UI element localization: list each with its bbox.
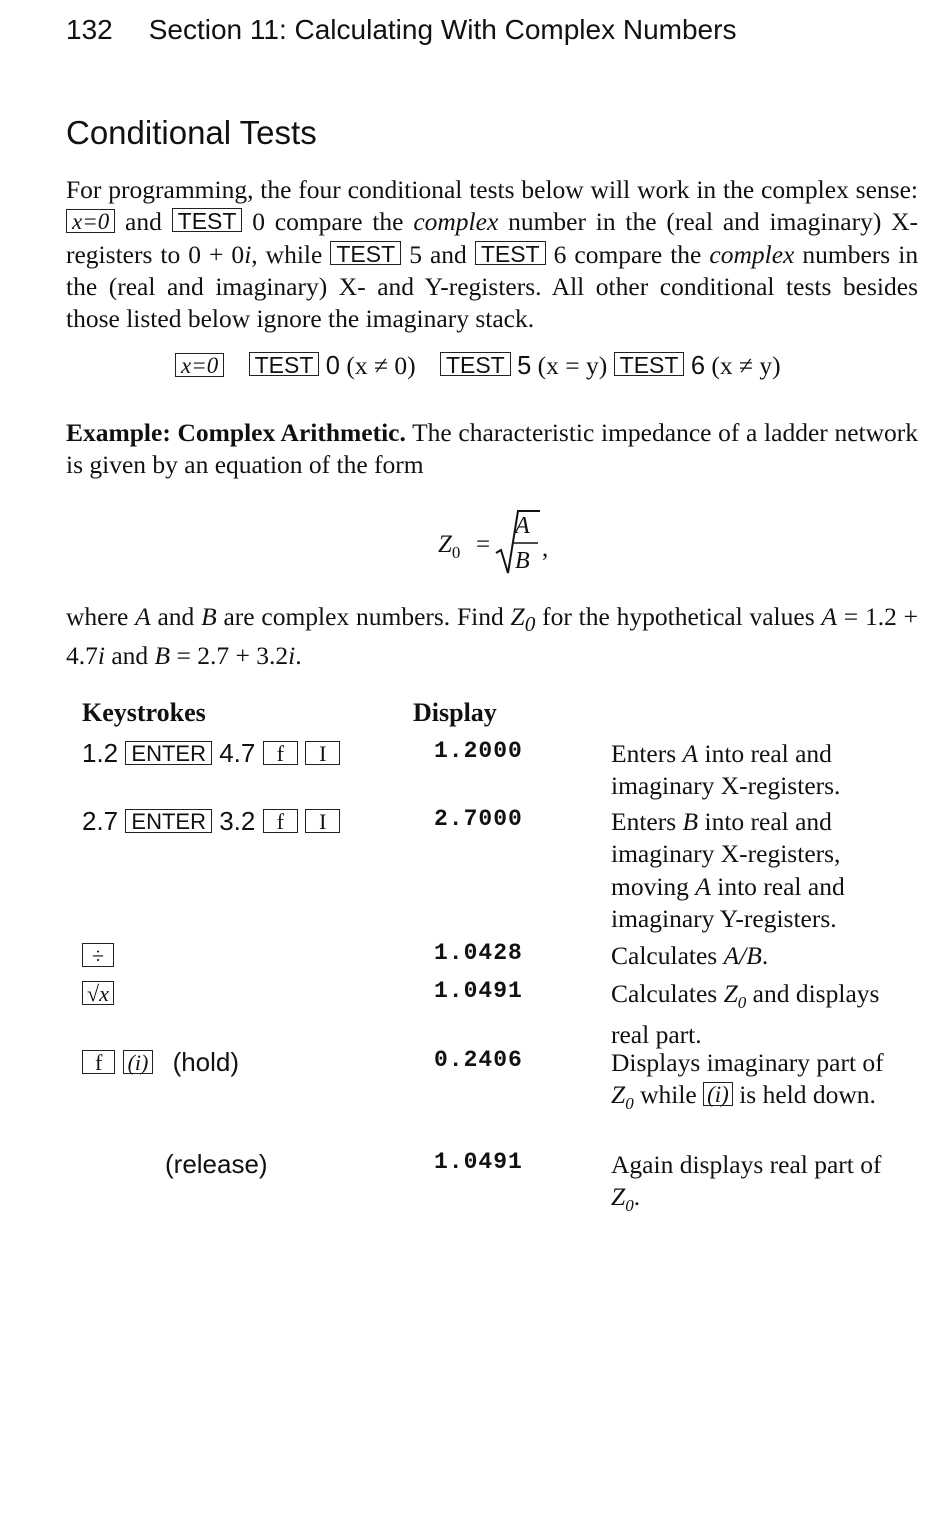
text: Again displays real part of: [611, 1150, 882, 1179]
variable: B: [682, 807, 699, 836]
number-entry: 2.7: [82, 806, 119, 836]
z-symbol: Z: [723, 979, 738, 1008]
subscript: 0: [524, 612, 536, 637]
imaginary-unit: i: [97, 641, 105, 671]
f-key: f: [263, 809, 298, 833]
example-paragraph: [66, 417, 918, 482]
text: = 1.2 + 4.7: [66, 602, 919, 671]
text: into real and imaginary X-registers, moving: [611, 807, 841, 901]
text: numbers in the (real and imaginary) X- and Y-registers. All other conditional tests besides those listed below ignore the imaginary stack.: [66, 239, 919, 334]
enter-key: ENTER: [125, 809, 212, 833]
display-header: Display: [413, 698, 497, 727]
running-header: [66, 14, 736, 46]
z-symbol: Z: [438, 531, 452, 558]
test-condition: (x ≠ 0): [346, 351, 416, 380]
display-value: 1.0491: [434, 1149, 523, 1175]
variable: B: [201, 602, 217, 631]
text: 6 compare the: [553, 239, 702, 269]
text: into real and imaginary X-registers.: [611, 739, 841, 801]
description: [611, 940, 911, 972]
subscript: 0: [625, 1094, 634, 1114]
test-key: TEST: [330, 241, 401, 265]
keystrokes: [82, 1047, 239, 1078]
i-key: (i): [123, 1050, 154, 1074]
key-label: x=0: [72, 209, 110, 235]
x-eq-0-key: [66, 209, 115, 233]
text: 0 compare the: [252, 207, 404, 237]
keystrokes: [82, 738, 340, 769]
text: and: [157, 602, 195, 631]
test-condition: (x ≠ y): [711, 351, 781, 380]
conditional-tests-list: [175, 351, 781, 381]
hold-note: (hold): [172, 1047, 240, 1077]
text: = 2.7 + 3.2: [176, 641, 289, 671]
variable: A: [821, 602, 837, 631]
text: .: [295, 641, 302, 671]
test-key: TEST: [440, 352, 511, 376]
text: For programming, the four conditional tests below will work in the complex sense:: [66, 175, 918, 204]
keystrokes: [82, 978, 114, 1009]
intro-paragraph: [66, 174, 918, 335]
text: Calculates: [611, 979, 718, 1008]
keystrokes: [165, 1149, 268, 1180]
text: Calculates: [611, 941, 718, 970]
text: .: [633, 1182, 641, 1212]
x-eq-0-key: [175, 353, 224, 377]
text: 5 and: [409, 239, 467, 269]
release-note: (release): [165, 1149, 268, 1179]
subscript: 0: [625, 1196, 634, 1216]
text: while: [640, 1080, 697, 1110]
display-value: 0.2406: [434, 1047, 523, 1073]
display-value: 1.0491: [434, 978, 523, 1004]
text: number in the (real and imaginary) X-registers to 0 + 0: [66, 207, 919, 269]
where-paragraph: [66, 601, 918, 673]
text: are complex numbers. Find: [223, 602, 504, 631]
test-key: TEST: [614, 352, 685, 376]
number-entry: 1.2: [82, 738, 119, 768]
text: , while: [251, 239, 323, 269]
emphasis: complex: [709, 239, 795, 269]
keystrokes: [82, 940, 114, 971]
text: Enters: [611, 807, 677, 836]
page-number: 132: [66, 14, 113, 45]
description: [611, 1149, 911, 1223]
display-value: 2.7000: [434, 806, 523, 832]
test-digit: 5: [517, 352, 532, 380]
text: into real and imaginary Y-registers.: [611, 871, 845, 933]
impedance-formula: [438, 507, 568, 587]
test-digit: 0: [325, 352, 340, 380]
divide-key: ÷: [82, 943, 114, 967]
test-key: TEST: [172, 208, 243, 232]
display-value: 1.2000: [434, 738, 523, 764]
variable: B: [154, 641, 171, 671]
test-digit: 6: [690, 352, 705, 380]
z-symbol: Z: [510, 602, 525, 631]
keystrokes: [82, 806, 340, 837]
f-key: f: [82, 1050, 115, 1074]
z-symbol: Z: [611, 1182, 626, 1212]
z-symbol: Z: [611, 1080, 626, 1110]
variable: [611, 1080, 634, 1114]
subscript: 0: [737, 993, 747, 1013]
example-title: Example: Complex Arithmetic.: [66, 418, 406, 447]
description: [611, 1047, 911, 1121]
test-condition: (x = y): [537, 351, 608, 380]
text: The characteristic impedance of a ladder network is given by an equation of the form: [66, 418, 919, 480]
text: Enters: [611, 739, 677, 768]
text: is held down.: [739, 1080, 876, 1110]
variable: [611, 1182, 634, 1216]
variable: A/B: [723, 941, 762, 970]
display-value: 1.0428: [434, 940, 523, 966]
text: .: [761, 941, 769, 970]
variable: [510, 602, 536, 637]
number-entry: 3.2: [219, 806, 256, 836]
imaginary-unit: i: [244, 239, 252, 269]
number-entry: 4.7: [219, 738, 256, 768]
variable: [723, 979, 747, 1013]
comma: ,: [542, 535, 549, 562]
keystrokes-header: Keystrokes: [82, 698, 206, 727]
section-heading: Conditional Tests: [66, 114, 317, 151]
subscript: 0: [451, 543, 461, 562]
square-root-key: √x: [82, 981, 114, 1005]
text: and displays real part.: [611, 979, 880, 1050]
variable: A: [695, 871, 711, 901]
i-key: I: [305, 741, 340, 765]
text: for the hypothetical values: [542, 602, 815, 631]
test-key: TEST: [475, 241, 546, 265]
formula-lhs: [438, 531, 460, 563]
description: [611, 738, 911, 803]
description: [611, 806, 911, 935]
variable: A: [682, 739, 699, 768]
text: where: [66, 602, 129, 631]
i-key: I: [305, 809, 340, 833]
key-label: x=0: [181, 353, 219, 378]
text: and: [125, 207, 162, 237]
enter-key: ENTER: [125, 741, 212, 765]
equals-sign: =: [476, 531, 491, 558]
emphasis: complex: [413, 207, 499, 237]
description: [611, 978, 911, 1052]
variable: A: [135, 602, 151, 631]
f-key: f: [263, 741, 298, 765]
text: and: [111, 641, 149, 671]
text: Displays imaginary part of: [611, 1048, 884, 1077]
section-title: Section 11: Calculating With Complex Numbers: [148, 14, 737, 45]
denominator: B: [515, 548, 530, 574]
i-key: (i): [703, 1082, 733, 1106]
test-key: TEST: [249, 352, 320, 376]
imaginary-unit: i: [288, 641, 296, 671]
numerator: A: [515, 513, 530, 539]
